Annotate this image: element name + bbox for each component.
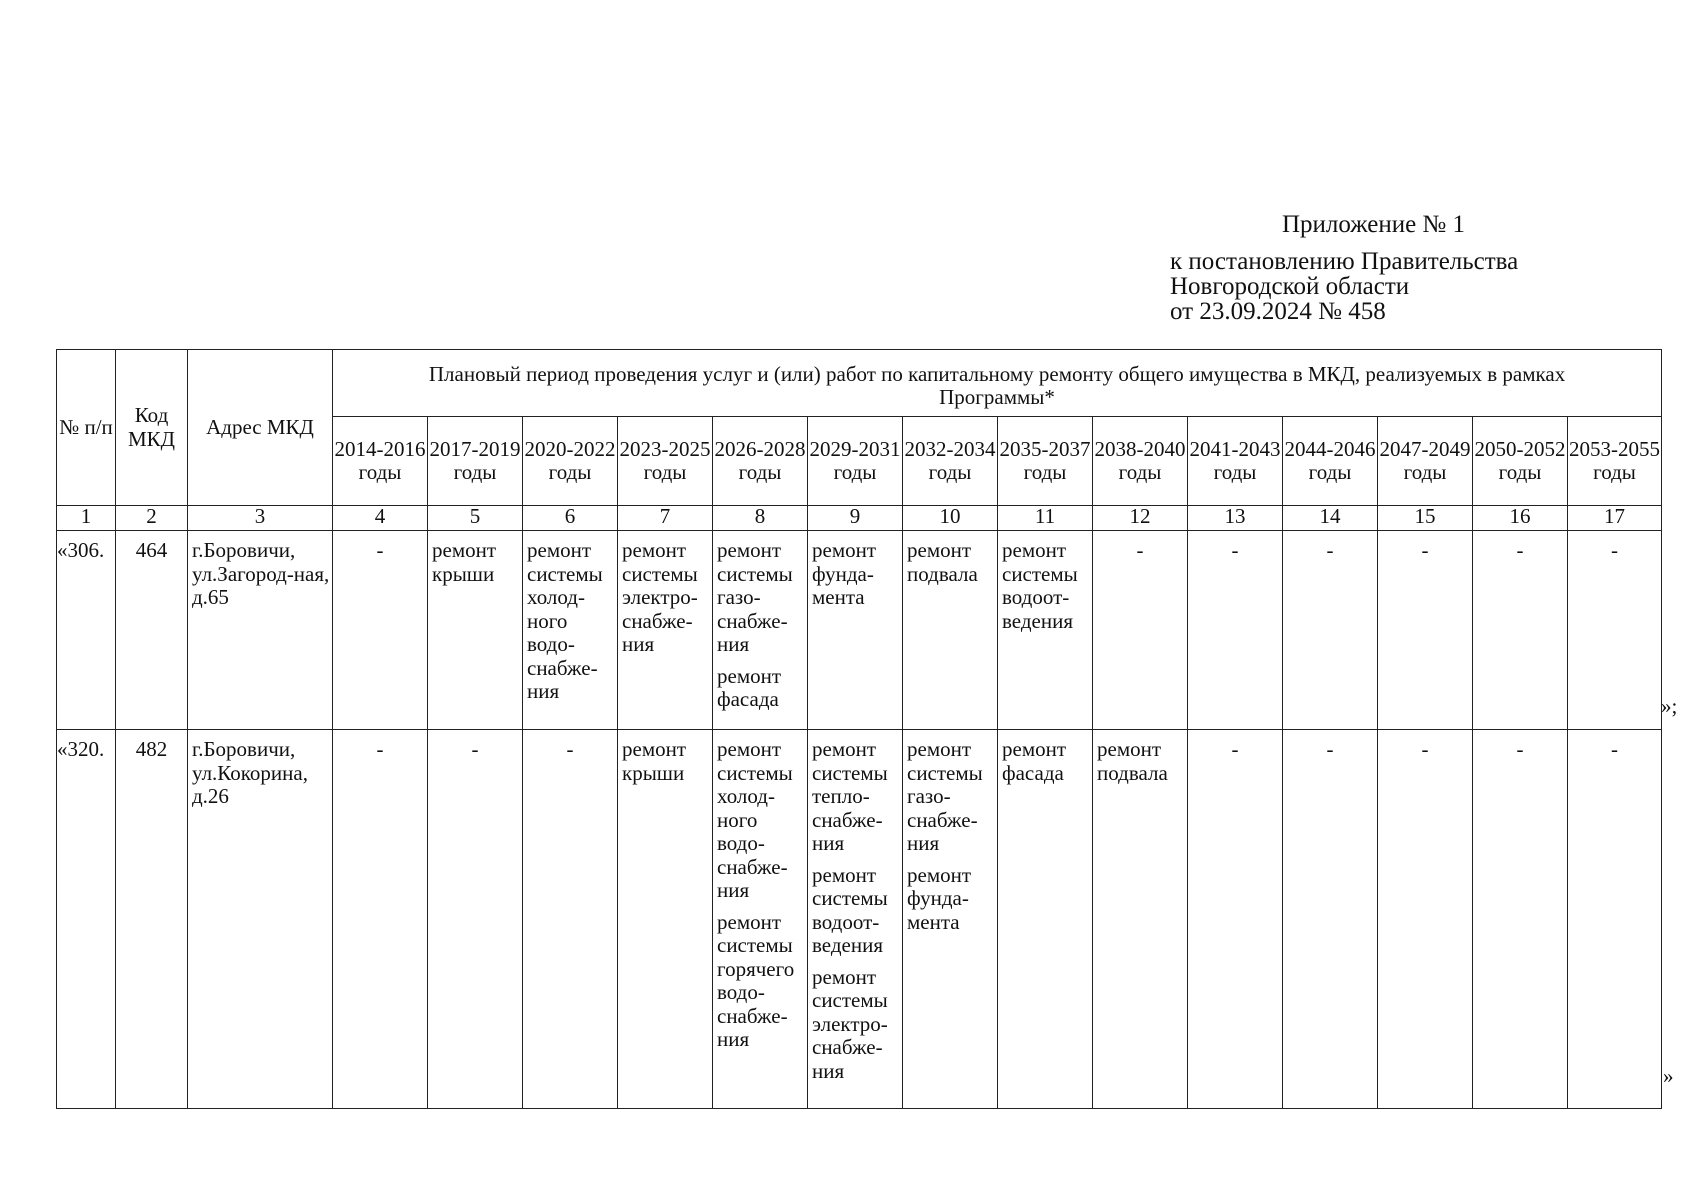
empty-period-cell bbox=[1473, 531, 1568, 730]
resolution-line: к постановлению Правительства bbox=[1170, 248, 1519, 275]
empty-period-cell bbox=[333, 531, 428, 730]
column-number: 2 bbox=[116, 506, 188, 531]
year-header: 2053-2055 годы bbox=[1568, 417, 1662, 506]
year-header: 2014-2016 годы bbox=[333, 417, 428, 506]
empty-period-cell bbox=[1093, 531, 1188, 730]
capital-repair-table bbox=[56, 349, 1662, 1109]
empty-period-cell bbox=[333, 730, 428, 1109]
closing-quote-row-2: » bbox=[1663, 1064, 1674, 1088]
repair-work-item: ремонт системы газо-снабже-ния bbox=[907, 737, 983, 855]
repair-works-cell bbox=[808, 531, 903, 730]
date-number-line: от 23.09.2024 № 458 bbox=[1170, 298, 1386, 325]
column-number: 13 bbox=[1188, 506, 1283, 531]
year-header: 2044-2046 годы bbox=[1283, 417, 1378, 506]
repair-work-item: ремонт системы водоот-ведения bbox=[1002, 538, 1078, 633]
building-code: 464 bbox=[116, 531, 188, 730]
repair-works-cell bbox=[903, 531, 998, 730]
dash-mark: - bbox=[1136, 538, 1144, 562]
empty-period-cell bbox=[1473, 730, 1568, 1109]
empty-period-cell bbox=[1378, 531, 1473, 730]
year-header: 2032-2034 годы bbox=[903, 417, 998, 506]
repair-works-cell bbox=[1093, 730, 1188, 1109]
empty-period-cell bbox=[1283, 531, 1378, 730]
empty-period-cell bbox=[1188, 730, 1283, 1109]
year-header: 2029-2031 годы bbox=[808, 417, 903, 506]
year-header: 2035-2037 годы bbox=[998, 417, 1093, 506]
repair-work-item: ремонт системы электро-снабже-ния bbox=[622, 538, 698, 656]
building-address: г.Боровичи, ул.Загород-ная, д.65 bbox=[188, 531, 333, 730]
appendix-title: Приложение № 1 bbox=[1282, 211, 1466, 238]
column-number: 5 bbox=[428, 506, 523, 531]
repair-work-item: ремонт системы электро-снабже-ния bbox=[812, 964, 888, 1083]
table-row bbox=[57, 730, 1662, 1109]
region-line: Новгородской области bbox=[1170, 273, 1410, 300]
column-header-number: № п/п bbox=[57, 350, 116, 506]
dash-mark: - bbox=[1516, 737, 1524, 761]
dash-mark: - bbox=[376, 538, 384, 562]
year-header: 2050-2052 годы bbox=[1473, 417, 1568, 506]
repair-work-item: ремонт фасада bbox=[1002, 737, 1067, 785]
closing-quote-row-1: »; bbox=[1661, 694, 1678, 718]
building-code: 482 bbox=[116, 730, 188, 1109]
repair-work-item: ремонт фунда-мента bbox=[812, 538, 877, 609]
empty-period-cell bbox=[1568, 531, 1662, 730]
repair-works-cell bbox=[618, 730, 713, 1109]
repair-work-item: ремонт системы водоот-ведения bbox=[812, 862, 888, 957]
dash-mark: - bbox=[471, 737, 479, 761]
empty-period-cell bbox=[523, 730, 618, 1109]
column-number: 8 bbox=[713, 506, 808, 531]
column-number: 17 bbox=[1568, 506, 1662, 531]
column-number: 15 bbox=[1378, 506, 1473, 531]
repair-work-item: ремонт фунда-мента bbox=[907, 862, 972, 934]
repair-works-cell bbox=[713, 730, 808, 1109]
column-number: 16 bbox=[1473, 506, 1568, 531]
column-header-code: Код МКД bbox=[116, 350, 188, 506]
repair-works-cell bbox=[428, 531, 523, 730]
column-number: 3 bbox=[188, 506, 333, 531]
column-number: 12 bbox=[1093, 506, 1188, 531]
dash-mark: - bbox=[1231, 538, 1239, 562]
document-header bbox=[1170, 212, 1518, 324]
repair-work-item: ремонт системы холод-ного водо-снабже-ния bbox=[717, 737, 793, 902]
empty-period-cell bbox=[1188, 531, 1283, 730]
row-number: «320. bbox=[57, 730, 116, 1109]
dash-mark: - bbox=[1611, 538, 1619, 562]
header-row-1 bbox=[57, 350, 1662, 417]
column-number: 10 bbox=[903, 506, 998, 531]
repair-works-cell bbox=[808, 730, 903, 1109]
repair-work-item: ремонт фасада bbox=[717, 663, 782, 711]
column-numbers-row bbox=[57, 506, 1662, 531]
dash-mark: - bbox=[376, 737, 384, 761]
column-number: 4 bbox=[333, 506, 428, 531]
empty-period-cell bbox=[1283, 730, 1378, 1109]
dash-mark: - bbox=[1326, 737, 1334, 761]
empty-period-cell bbox=[1568, 730, 1662, 1109]
column-number: 7 bbox=[618, 506, 713, 531]
repair-work-item: ремонт подвала bbox=[907, 538, 978, 586]
year-header: 2038-2040 годы bbox=[1093, 417, 1188, 506]
column-number: 6 bbox=[523, 506, 618, 531]
repair-work-item: ремонт подвала bbox=[1097, 737, 1168, 785]
dash-mark: - bbox=[1326, 538, 1334, 562]
repair-works-cell bbox=[618, 531, 713, 730]
year-header: 2041-2043 годы bbox=[1188, 417, 1283, 506]
dash-mark: - bbox=[1516, 538, 1524, 562]
empty-period-cell bbox=[1378, 730, 1473, 1109]
column-number: 11 bbox=[998, 506, 1093, 531]
repair-work-item: ремонт системы горячего водо-снабже-ния bbox=[717, 909, 795, 1051]
column-number: 1 bbox=[57, 506, 116, 531]
repair-works-cell bbox=[998, 730, 1093, 1109]
column-header-address: Адрес МКД bbox=[188, 350, 333, 506]
year-header: 2047-2049 годы bbox=[1378, 417, 1473, 506]
building-address: г.Боровичи, ул.Кокорина, д.26 bbox=[188, 730, 333, 1109]
dash-mark: - bbox=[1421, 737, 1429, 761]
dash-mark: - bbox=[566, 737, 574, 761]
year-header: 2020-2022 годы bbox=[523, 417, 618, 506]
year-header: 2017-2019 годы bbox=[428, 417, 523, 506]
repair-work-item: ремонт системы холод-ного водо-снабже-ния bbox=[527, 538, 603, 703]
repair-work-item: ремонт системы газо-снабже-ния bbox=[717, 538, 793, 656]
dash-mark: - bbox=[1421, 538, 1429, 562]
repair-works-cell bbox=[523, 531, 618, 730]
repair-works-cell bbox=[713, 531, 808, 730]
repair-work-item: ремонт системы тепло-снабже-ния bbox=[812, 737, 888, 855]
dash-mark: - bbox=[1611, 737, 1619, 761]
repair-works-cell bbox=[903, 730, 998, 1109]
empty-period-cell bbox=[428, 730, 523, 1109]
dash-mark: - bbox=[1231, 737, 1239, 761]
row-number: «306. bbox=[57, 531, 116, 730]
repair-work-item: ремонт крыши bbox=[622, 737, 687, 785]
year-header: 2023-2025 годы bbox=[618, 417, 713, 506]
year-header: 2026-2028 годы bbox=[713, 417, 808, 506]
column-number: 14 bbox=[1283, 506, 1378, 531]
repair-works-cell bbox=[998, 531, 1093, 730]
table-row bbox=[57, 531, 1662, 730]
repair-work-item: ремонт крыши bbox=[432, 538, 497, 586]
column-header-period: Плановый период проведения услуг и (или) работ по капитальному ремонту общего имущества в МКД, реализуемых в рамках Программы* bbox=[333, 350, 1662, 417]
column-number: 9 bbox=[808, 506, 903, 531]
